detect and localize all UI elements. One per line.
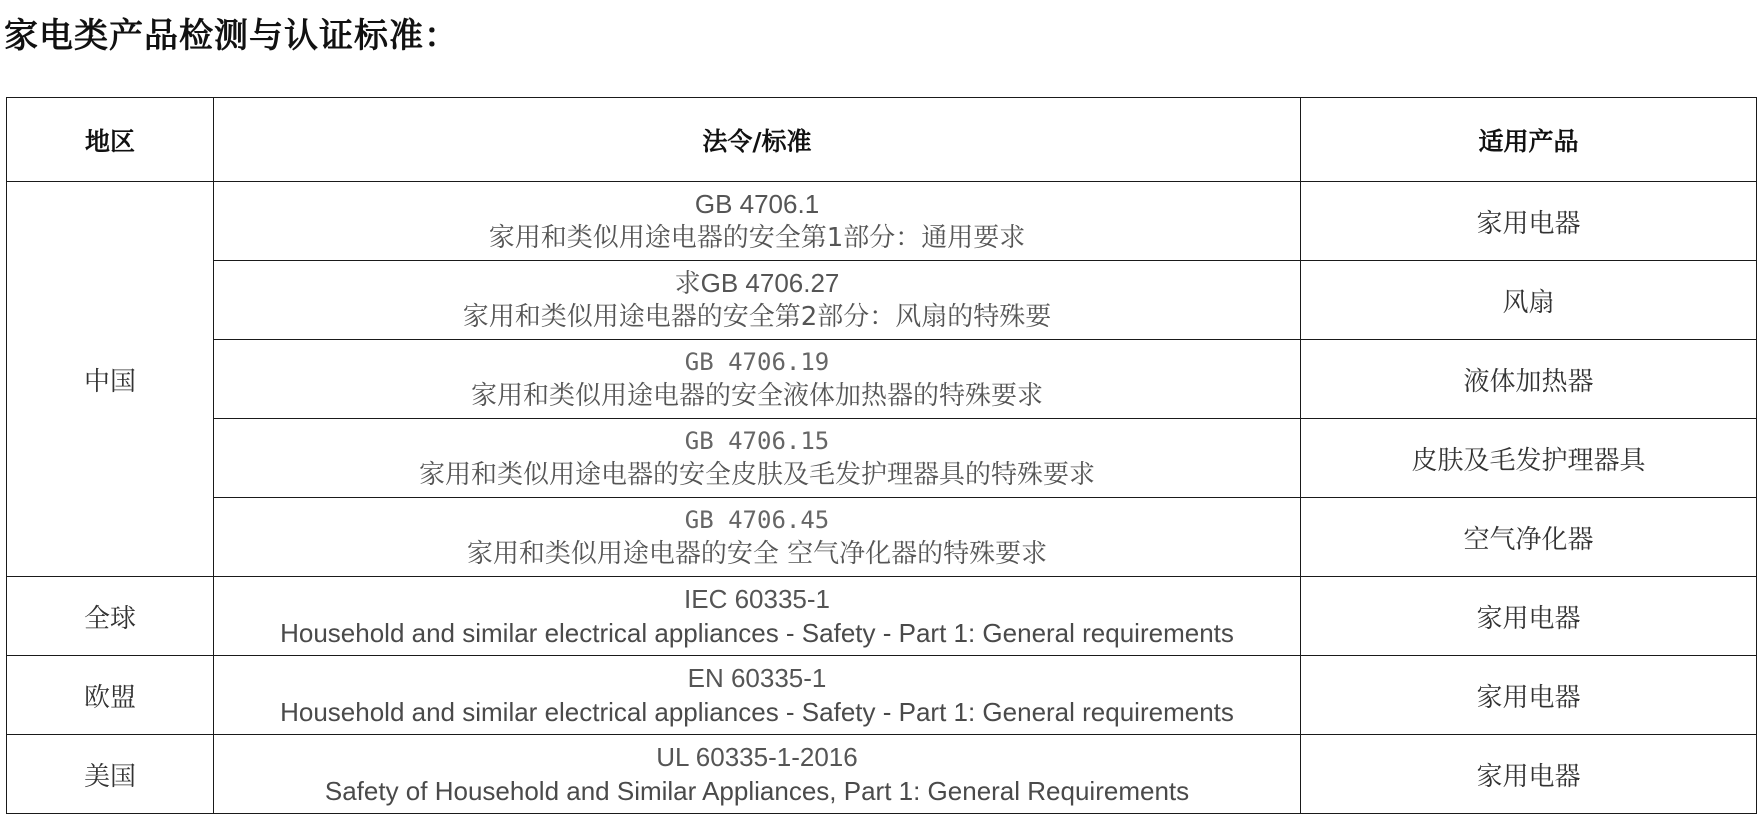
- standard-cell: [214, 577, 1301, 656]
- standards-table: [6, 97, 1757, 814]
- standard-code: GB 4706.1: [694, 189, 820, 219]
- standard-code: GB 4706.19: [684, 348, 830, 376]
- region-cell-global: 全球: [7, 577, 214, 656]
- standard-code: GB 4706.15: [684, 427, 830, 455]
- standard-name: 家用和类似用途电器的安全 空气净化器的特殊要求: [466, 539, 1048, 569]
- product-cell: 家用电器: [1301, 735, 1757, 814]
- standard-name: 家用和类似用途电器的安全皮肤及毛发护理器具的特殊要求: [418, 460, 1095, 490]
- product-cell: 液体加热器: [1301, 340, 1757, 419]
- table-header-row: [7, 98, 1757, 182]
- standard-cell: [214, 419, 1301, 498]
- standard-cell: [214, 340, 1301, 419]
- product-cell: 家用电器: [1301, 656, 1757, 735]
- product-cell: 家用电器: [1301, 182, 1757, 261]
- standard-code: 求GB 4706.27: [674, 268, 840, 298]
- standard-name: 家用和类似用途电器的安全第2部分：风扇的特殊要: [462, 302, 1052, 332]
- table-row: [7, 577, 1757, 656]
- standard-code: GB 4706.45: [684, 506, 830, 534]
- table-row: [7, 735, 1757, 814]
- header-region: 地区: [7, 98, 214, 182]
- table-row: [7, 656, 1757, 735]
- standard-cell: [214, 656, 1301, 735]
- product-cell: 家用电器: [1301, 577, 1757, 656]
- region-cell-eu: 欧盟: [7, 656, 214, 735]
- standard-code: EN 60335-1: [687, 663, 827, 693]
- product-cell: 皮肤及毛发护理器具: [1301, 419, 1757, 498]
- standard-cell: [214, 498, 1301, 577]
- region-cell-us: 美国: [7, 735, 214, 814]
- standard-name: 家用和类似用途电器的安全第1部分：通用要求: [488, 223, 1026, 253]
- header-products: 适用产品: [1301, 98, 1757, 182]
- standard-code: UL 60335-1-2016: [656, 742, 858, 772]
- standard-name: Safety of Household and Similar Appliances, Part 1: General Requirements: [324, 776, 1190, 806]
- table-row: [7, 498, 1757, 577]
- standard-name: 家用和类似用途电器的安全液体加热器的特殊要求: [470, 381, 1043, 411]
- standard-cell: [214, 261, 1301, 340]
- standard-cell: [214, 735, 1301, 814]
- table-row: [7, 261, 1757, 340]
- standard-name: Household and similar electrical appliances - Safety - Part 1: General requirements: [280, 697, 1234, 727]
- standard-name: Household and similar electrical appliances - Safety - Part 1: General requirements: [280, 618, 1234, 648]
- table-row: [7, 340, 1757, 419]
- standard-cell: [214, 182, 1301, 261]
- product-cell: 空气净化器: [1301, 498, 1757, 577]
- product-cell: 风扇: [1301, 261, 1757, 340]
- header-standard: 法令/标准: [214, 98, 1301, 182]
- page-title: 家电类产品检测与认证标准：: [4, 16, 459, 56]
- table-row: [7, 182, 1757, 261]
- standard-code: IEC 60335-1: [684, 584, 830, 614]
- table-row: [7, 419, 1757, 498]
- region-cell-china: 中国: [7, 182, 214, 577]
